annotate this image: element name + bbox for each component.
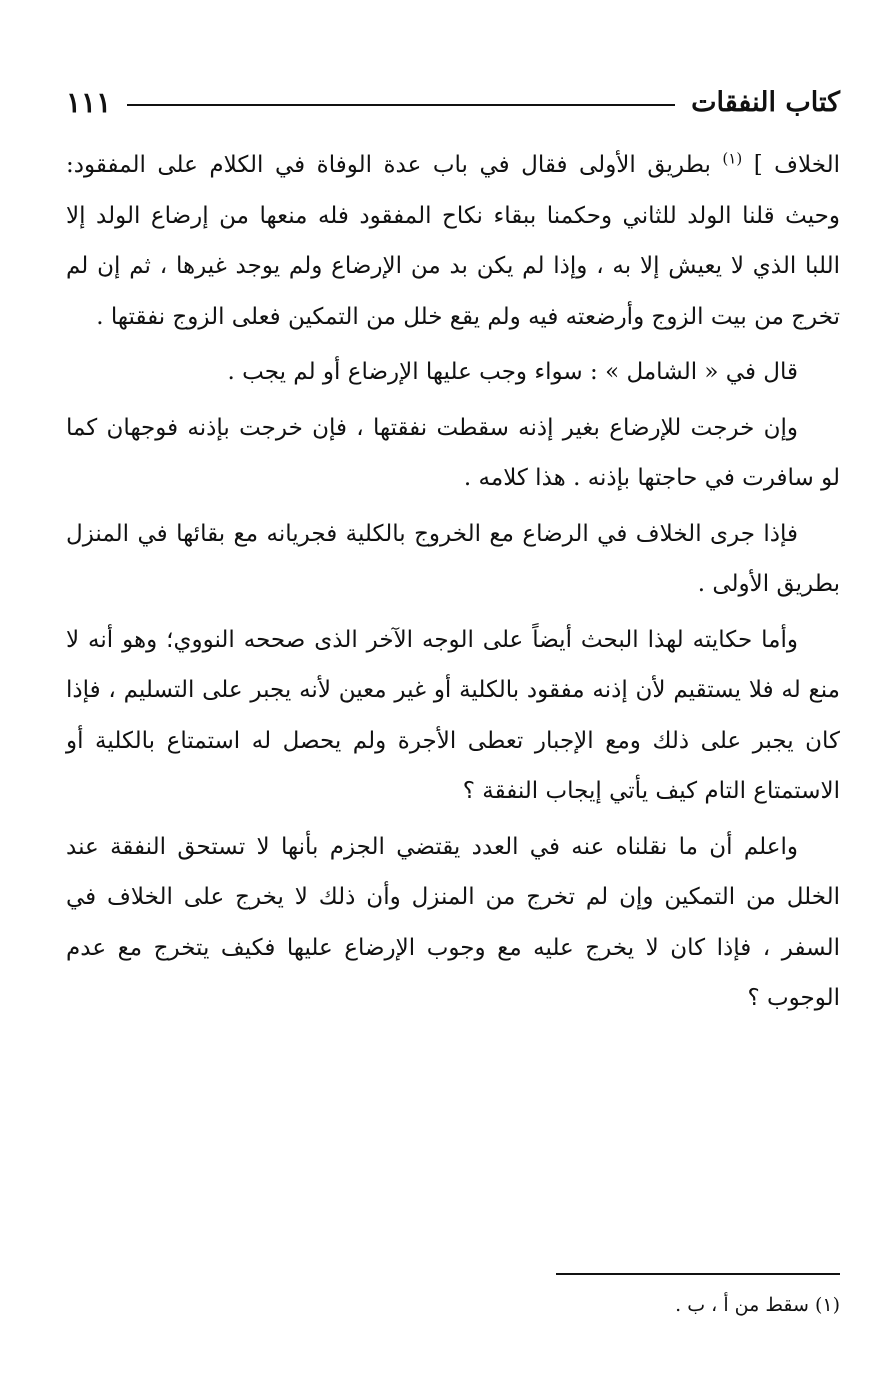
page-number: ١١١ [66,85,112,119]
paragraph-1 [66,140,840,342]
footnote: (١) سقط من أ ، ب . [675,1294,840,1316]
paragraph-6: واعلم أن ما نقلناه عنه في العدد يقتضي الجزم بأنها لا تستحق النفقة عند الخلل من التمكين وإن لم تخرج من المنزل وأن ذلك لا يخرج على الخلاف في السفر ، فإذا كان لا يخرج عليه مع وجوب الإرضاع عليها فكيف يتخرج مع عدم الوجوب ؟ [66,833,840,1011]
paragraph-1-start: الخلاف ] [742,152,840,178]
body-text [66,140,840,1029]
chapter-title: كتاب النفقات [691,86,840,118]
paragraph-3: وإن خرجت للإرضاع بغير إذنه سقطت نفقتها ، فإن خرجت بإذنه فوجهان كما لو سافرت في حاجتها بإذنه . هذا كلامه . [66,414,840,491]
paragraph-5: وأما حكايته لهذا البحث أيضاً على الوجه الآخر الذى صححه النووي؛ وهو أنه لا منع له فلا يستقيم لأن إذنه مفقود بالكلية أو غير معين لأنه يجبر على التسليم ، فإذا كان يجبر على ذلك ومع الإجبار تعطى الأجرة ولم يحصل له استمتاع بالكلية أو الاستمتاع التام كيف يأتي إيجاب النفقة ؟ [66,626,840,804]
running-header [66,78,840,126]
paragraph-1-rest: بطريق الأولى فقال في باب عدة الوفاة في الكلام على المفقود: وحيث قلنا الولد للثاني وحكمنا ببقاء نكاح المفقود فله منعها من إرضاع الولد إلا اللبا الذي لا يعيش إلا به ، وإذا لم يكن بد من الإرضاع ولم يوجد غيرها ، ثم إن لم تخرج من بيت الزوج وأرضعته فيه ولم يقع خلل من التمكين فعلى الزوج نفقتها . [66,152,840,330]
footnote-marker[interactable]: (١) [722,149,743,168]
paragraph-4: فإذا جرى الخلاف في الرضاع مع الخروج بالكلية فجريانه مع بقائها في المنزل بطريق الأولى . [66,520,840,597]
header-rule [127,104,675,106]
footnote-rule [556,1273,840,1275]
paragraph-2: قال في « الشامل » : سواء وجب عليها الإرضاع أو لم يجب . [227,359,798,385]
